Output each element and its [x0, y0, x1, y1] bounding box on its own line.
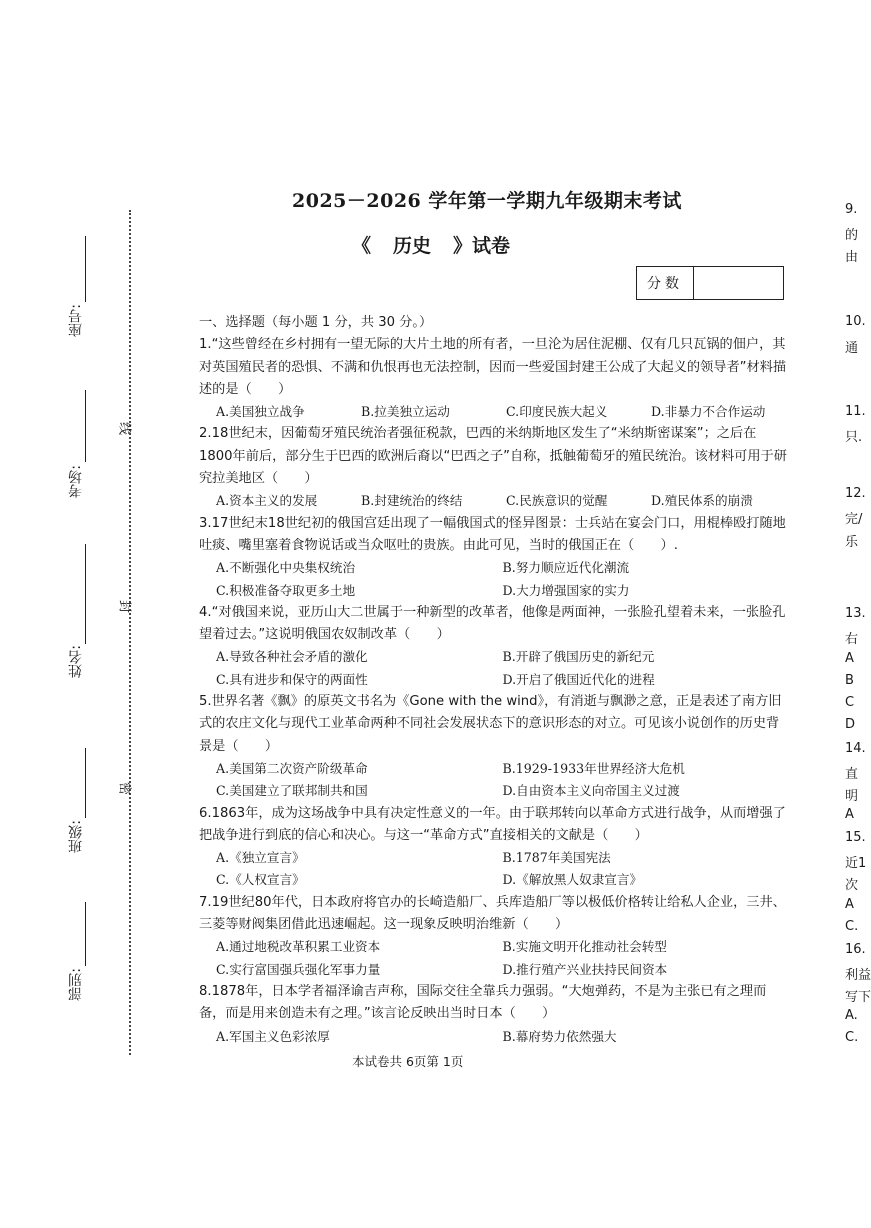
- fragment: 14.: [845, 741, 866, 756]
- seat-number-line: [85, 236, 86, 302]
- option-c: C.民族意识的觉醒: [506, 493, 608, 509]
- fragment: 写下: [845, 990, 871, 1005]
- page-footer: 本试卷共 6页第 1页: [352, 1054, 464, 1069]
- exam-room-label: 考场:: [68, 465, 84, 498]
- option-a: A.资本主义的发展: [216, 493, 318, 509]
- question-area: [199, 312, 789, 1048]
- question-5: [199, 691, 789, 802]
- fragment: 次: [845, 878, 859, 893]
- option-d: D.开启了俄国近代化的进程: [502, 671, 655, 687]
- name-label: 姓名:: [68, 645, 84, 678]
- class-label: 班级:: [68, 820, 84, 853]
- fragment: 由: [845, 250, 859, 265]
- binding-dotted-line: [129, 210, 131, 1055]
- option-c: C.美国建立了联邦制共和国: [216, 783, 368, 799]
- question-stem: 4.“对俄国来说，亚历山大二世属于一种新型的改革者，他像是两面神，一张脸孔望着未来，一张脸孔望着过去。”这说明俄国农奴制改革（ ）: [199, 604, 786, 643]
- question-stem: 1.“这些曾经在乡村拥有一望无际的大片土地的所有者，一旦沦为居住泥棚、仅有几只瓦锅的佃户，其对英国殖民者的恐惧、不满和仇恨再也无法控制，因而一些爱国封建王公成了大起义的领导者”材料描述的是（ ）: [199, 337, 787, 397]
- option-b: B.实施文明开化推动社会转型: [502, 939, 667, 955]
- fragment: 9.: [845, 202, 858, 217]
- fragment: 12.: [845, 486, 866, 501]
- fragment: 13.: [845, 606, 866, 621]
- subtitle-open-bracket: 《: [352, 235, 372, 257]
- option-b: B.幕府势力依然强大: [502, 1028, 617, 1044]
- option-c: C.积极准备夺取更多土地: [216, 582, 356, 598]
- option-a: A.军国主义色彩浓厚: [216, 1028, 330, 1044]
- exam-title: 2025－2026 学年第一学期九年级期末考试: [292, 190, 682, 212]
- option-a: A.《独立宣言》: [216, 850, 305, 866]
- option-b: B.努力顺应近代化潮流: [502, 560, 630, 576]
- option-a: A.不断强化中央集权统治: [216, 560, 356, 576]
- option-b: B.1787年美国宪法: [502, 850, 611, 866]
- score-field: [694, 267, 783, 299]
- option-b: B.1929-1933年世界经济大危机: [502, 760, 685, 776]
- fragment: A: [845, 651, 854, 666]
- exam-subtitle: [352, 231, 510, 258]
- question-6: [199, 803, 789, 892]
- score-label: 分数: [637, 267, 694, 299]
- score-box: [636, 266, 784, 300]
- question-stem: 8.1878年，日本学者福泽谕吉声称，国际交往全靠兵力强弱。“大炮弹药，不是为主张已有之理而备，而是用来创造未有之理。”该言论反映出当时日本（ ）: [199, 983, 767, 1022]
- fragment: 完/: [845, 512, 863, 527]
- option-d: D.殖民体系的崩溃: [651, 493, 753, 509]
- question-2: [199, 423, 789, 512]
- question-options: [199, 401, 789, 423]
- option-c: C.具有进步和保守的两面性: [216, 671, 368, 687]
- fragment: 直: [845, 767, 859, 782]
- question-options: [199, 557, 789, 602]
- fragment: 15.: [845, 830, 866, 845]
- question-options: [199, 646, 789, 691]
- option-a: A.美国第二次资产阶级革命: [216, 760, 368, 776]
- question-options: [199, 758, 789, 803]
- division-line: [85, 902, 86, 966]
- option-d: D.推行殖产兴业扶持民间资本: [502, 961, 668, 977]
- fragment: B: [845, 673, 854, 688]
- next-column-fragment: [845, 198, 871, 1058]
- question-4: [199, 602, 789, 691]
- option-b: B.开辟了俄国历史的新纪元: [502, 649, 655, 665]
- class-line: [85, 748, 86, 818]
- option-b: B.拉美独立运动: [361, 404, 450, 420]
- option-a: A.通过地税改革积累工业资本: [216, 939, 381, 955]
- fragment: C.: [845, 1030, 859, 1045]
- fragment: A: [845, 897, 854, 912]
- option-c: C.印度民族大起义: [506, 404, 608, 420]
- question-1: [199, 334, 789, 423]
- question-options: [199, 1026, 789, 1048]
- fragment: 明: [845, 789, 859, 804]
- fragment: D: [845, 717, 856, 732]
- option-a: A.导致各种社会矛盾的激化: [216, 649, 368, 665]
- question-stem: 2.18世纪末，因葡萄牙殖民统治者强征税款，巴西的米纳斯地区发生了“米纳斯密谋案”；之后在1800年前后，部分生于巴西的欧洲后裔以“巴西之子”自称，抵触葡萄牙的殖民统治。该材料可用于研究拉美地区（ ）: [199, 426, 787, 487]
- question-3: [199, 513, 789, 602]
- fragment: A: [845, 807, 854, 822]
- fragment: C.: [845, 919, 859, 934]
- seal-mark-seal: 封: [119, 597, 132, 612]
- fragment: 近1: [845, 856, 867, 871]
- question-stem: 6.1863年，成为这场战争中具有决定性意义的一年。由于联邦转向以革命方式进行战争，从而增强了把战争进行到底的信心和决心。与这一“革命方式”直接相关的文献是（ ）: [199, 805, 786, 843]
- question-options: [199, 847, 789, 892]
- exam-room-line: [85, 390, 86, 462]
- fragment: 的: [845, 228, 859, 243]
- question-stem: 3.17世纪末18世纪初的俄国宫廷出现了一幅俄国式的怪异图景：士兵站在宴会门口，用棍棒殴打随地吐痰、嘴里塞着食物说话或当众呕吐的贵族。由此可见，当时的俄国正在（ ）.: [199, 515, 786, 553]
- option-c: C.实行富国强兵强化军事力量: [216, 961, 381, 977]
- fragment: A.: [845, 1008, 858, 1023]
- question-7: [199, 892, 789, 981]
- question-options: [199, 490, 789, 512]
- fragment: 10.: [845, 314, 866, 329]
- question-stem: 5.世界名著《飘》的原英文书名为《Gone with the wind》，有消逝与飘渺之意，正是表述了南方旧式的农庄文化与现代工业革命两种不同社会发展状态下的意识形态的对立。可见该小说创作的历史背景是（ ）: [199, 694, 782, 754]
- question-stem: 7.19世纪80年代，日本政府将官办的长崎造船厂、兵库造船厂等以极低价格转让给私人企业，三井、三菱等财阀集团借此迅速崛起。这一现象反映明治维新（ ）: [199, 894, 786, 933]
- seat-number-label: 座号:: [68, 304, 84, 337]
- fragment: 乐: [845, 535, 859, 550]
- option-d: D.非暴力不合作运动: [651, 404, 766, 420]
- subject-name: 历史: [393, 235, 432, 257]
- fragment: 利益: [845, 968, 871, 983]
- question-options: [199, 936, 789, 981]
- fragment: 通: [845, 341, 859, 356]
- division-label: 部别:: [68, 968, 84, 1001]
- fragment: 16.: [845, 942, 866, 957]
- option-a: A.美国独立战争: [216, 404, 305, 420]
- option-d: D.自由资本主义向帝国主义过渡: [502, 783, 680, 799]
- option-d: D.大力增强国家的实力: [502, 582, 630, 598]
- seal-mark-secret: 密: [119, 779, 132, 794]
- question-8: [199, 981, 789, 1048]
- fragment: C: [845, 695, 855, 710]
- option-c: C.《人权宣言》: [216, 872, 305, 888]
- seal-mark-line: 线: [119, 419, 132, 434]
- subtitle-close-bracket: 》试卷: [453, 235, 511, 257]
- fragment: 11.: [845, 404, 866, 419]
- option-b: B.封建统治的终结: [361, 493, 463, 509]
- section-heading: 一、选择题（每小题 1 分，共 30 分。）: [199, 315, 433, 330]
- name-line: [85, 544, 86, 644]
- fragment: 右: [845, 632, 859, 647]
- fragment: 只.: [845, 430, 863, 445]
- option-d: D.《解放黑人奴隶宣言》: [502, 872, 643, 888]
